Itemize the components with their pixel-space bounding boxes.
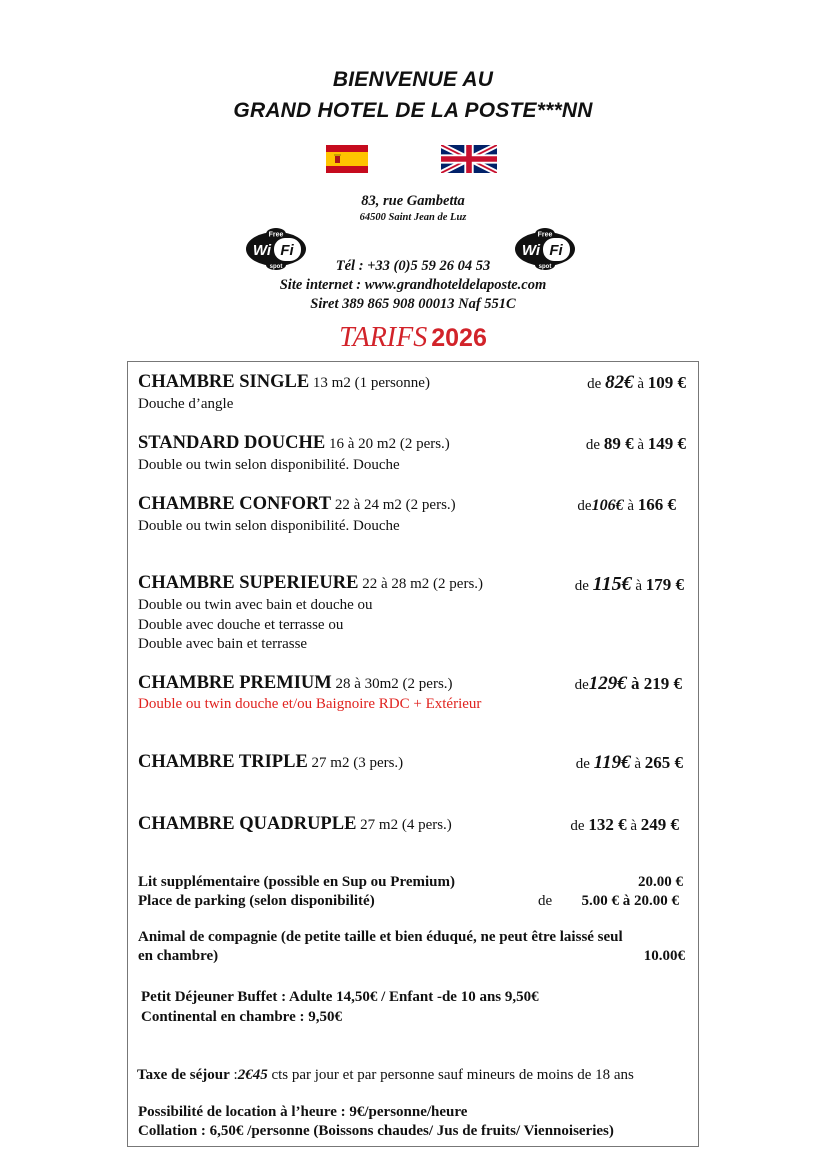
- room-triple: [138, 752, 403, 773]
- hotel-name: GRAND HOTEL DE LA POSTE***NN: [233, 99, 593, 122]
- room-desc: Double ou twin selon disponibilité. Douche: [138, 457, 400, 473]
- website: Site internet : www.grandhoteldelaposte.com: [279, 277, 547, 293]
- breakfast-continental: Continental en chambre : 9,50€: [141, 1009, 342, 1025]
- parking-de: de: [538, 893, 553, 909]
- room-single: [138, 372, 430, 393]
- street-address: 83, rue Gambetta: [361, 193, 465, 209]
- extra-bed-price: 20.00 €: [638, 874, 683, 890]
- room-size: 28 à 30m2 (2 pers.): [331, 676, 453, 692]
- svg-text:Wi: Wi: [252, 242, 272, 259]
- parking-label: Place de parking (selon disponibilité): [138, 893, 375, 909]
- room-name: CHAMBRE PREMIUM: [138, 673, 332, 693]
- room-confort: [138, 494, 456, 515]
- room-size: 27 m2 (3 pers.): [307, 755, 404, 771]
- room-price: de 89 € à 149 €: [585, 434, 686, 453]
- snack: Collation : 6,50€ /personne (Boissons chaudes/ Jus de fruits/ Viennoiseries): [138, 1123, 614, 1139]
- room-superieure: [138, 573, 483, 594]
- extra-bed-label: Lit supplémentaire (possible en Sup ou Premium): [138, 874, 455, 890]
- pet-line-1: Animal de compagnie (de petite taille et bien éduqué, ne peut être laissé seul: [138, 929, 623, 945]
- welcome-title: BIENVENUE AU: [332, 68, 494, 91]
- room-desc: Double ou twin selon disponibilité. Douche: [138, 518, 400, 534]
- room-size: 22 à 28 m2 (2 pers.): [358, 576, 484, 592]
- svg-text:spot: spot: [269, 264, 283, 270]
- pet-price: 10.00€: [643, 948, 685, 964]
- breakfast-buffet: Petit Déjeuner Buffet : Adulte 14,50€ / Enfant -de 10 ans 9,50€: [141, 989, 539, 1005]
- room-price: de 132 € à 249 €: [570, 815, 679, 834]
- uk-flag-icon: [441, 145, 497, 173]
- svg-text:Free: Free: [268, 231, 284, 239]
- room-size: 13 m2 (1 personne): [309, 375, 430, 391]
- room-standard: [138, 433, 450, 454]
- spain-flag-icon: [326, 145, 368, 173]
- room-price: de 115€ à 179 €: [574, 573, 684, 595]
- city-address: 64500 Saint Jean de Luz: [359, 212, 467, 223]
- room-name: CHAMBRE SINGLE: [138, 372, 310, 392]
- room-premium: [138, 673, 453, 694]
- room-name: STANDARD DOUCHE: [138, 433, 326, 453]
- room-quadruple: [138, 814, 452, 835]
- room-price: de 119€ à 265 €: [575, 752, 683, 773]
- tarifs-heading: [0, 322, 826, 354]
- tarifs-year: 2026: [431, 324, 487, 352]
- room-name: CHAMBRE QUADRUPLE: [138, 814, 357, 834]
- svg-text:spot: spot: [538, 264, 552, 270]
- room-desc: Double ou twin avec bain et douche ou Double avec douche et terrasse ou Double avec bain et terrasse: [138, 597, 373, 652]
- room-price: de 82€ à 109 €: [587, 372, 686, 393]
- siret: Siret 389 865 908 00013 Naf 551C: [310, 296, 516, 312]
- tourist-tax: Taxe de séjour :2€45 cts par jour et par personne sauf mineurs de moins de 18 ans: [137, 1067, 634, 1083]
- room-desc: Double ou twin douche et/ou Baignoire RDC + Extérieur: [138, 696, 482, 712]
- room-size: 16 à 20 m2 (2 pers.): [325, 436, 450, 452]
- room-size: 27 m2 (4 pers.): [356, 817, 452, 833]
- room-price: de106€ à 166 €: [577, 495, 676, 514]
- hourly-rental: Possibilité de location à l’heure : 9€/personne/heure: [138, 1104, 468, 1120]
- room-price: de129€ à 219 €: [574, 673, 682, 694]
- svg-text:Wi: Wi: [521, 242, 541, 259]
- pet-line-2: en chambre): [138, 948, 219, 964]
- room-name: CHAMBRE CONFORT: [138, 494, 332, 514]
- svg-text:Fi: Fi: [549, 242, 563, 259]
- svg-text:Fi: Fi: [280, 242, 294, 259]
- room-size: 22 à 24 m2 (2 pers.): [331, 497, 456, 513]
- room-name: CHAMBRE SUPERIEURE: [138, 573, 359, 593]
- tarifs-word: TARIFS: [339, 322, 428, 353]
- parking-price: 5.00 € à 20.00 €: [581, 893, 679, 909]
- svg-text:Free: Free: [537, 231, 553, 239]
- room-desc: Douche d’angle: [138, 396, 234, 412]
- phone: Tél : +33 (0)5 59 26 04 53: [335, 258, 491, 274]
- room-name: CHAMBRE TRIPLE: [138, 752, 308, 772]
